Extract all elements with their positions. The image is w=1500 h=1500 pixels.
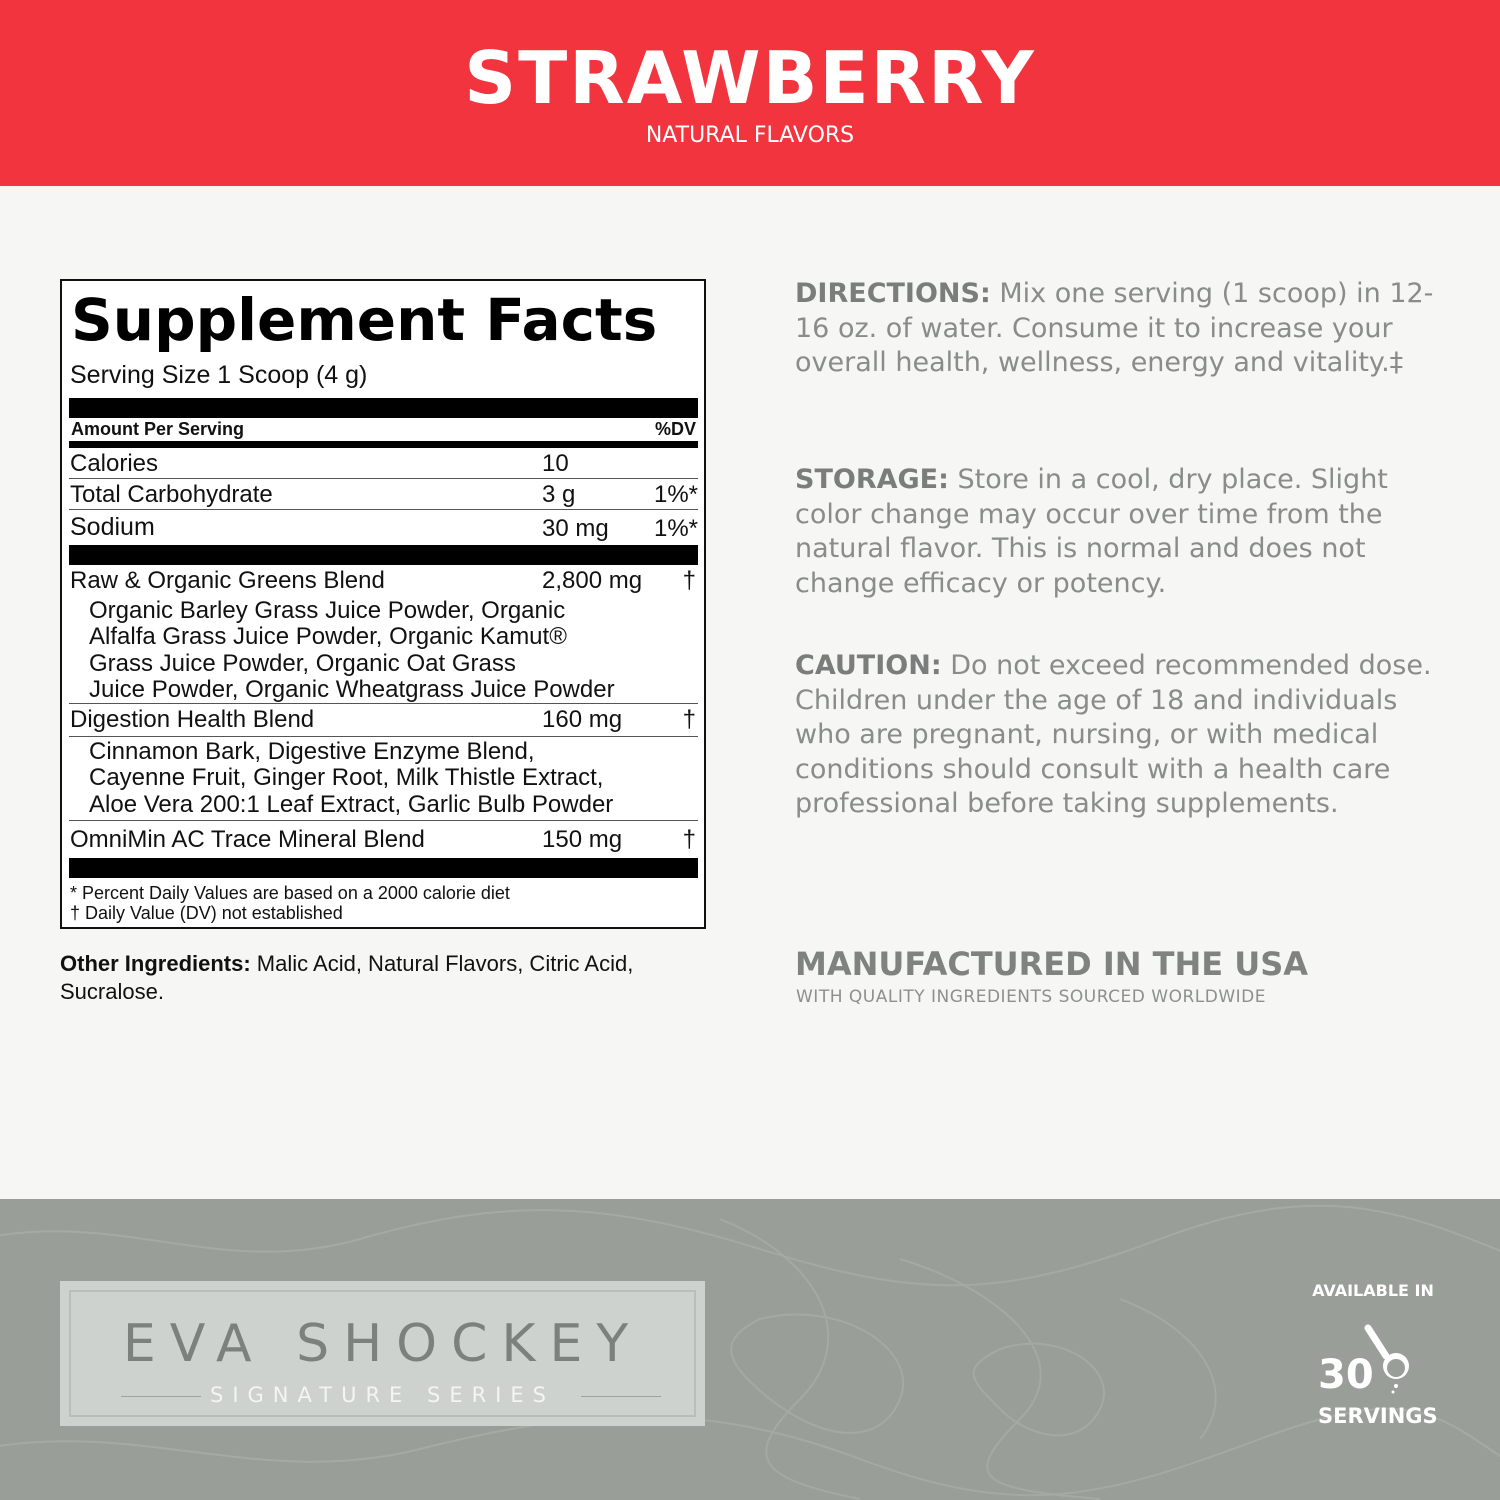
ingredient-line: Aloe Vera 200:1 Leaf Extract, Garlic Bulb Powder [89,791,614,818]
amount-per-serving-header: Amount Per Serving [71,419,245,439]
other-ingredients [60,950,680,1006]
directions-text: Mix one serving (1 scoop) in 12-16 oz. of water. Consume it to increase your overall health, wellness, energy and vitality.‡ [795,278,1434,379]
servings-count: 30 [1318,1352,1374,1398]
ingredient-line: Organic Barley Grass Juice Powder, Organic [89,597,566,624]
other-ingredients-label: Other Ingredients: [60,951,251,976]
row-divider [69,478,698,479]
row-divider [69,736,698,737]
ingredient-line: Alfalfa Grass Juice Powder, Organic Kamut® [89,623,567,650]
caution-section [795,649,1445,822]
blend-dv: † [682,567,696,594]
storage-text: Store in a cool, dry place. Slight color change may occur over time from the natural flavor. This is normal and does not change efficacy or potency. [795,464,1388,599]
footer-band [0,1199,1500,1500]
nutrient-dv: 1%* [653,515,698,542]
blend-amount: 2,800 mg [542,567,643,594]
thick-divider [69,545,698,565]
ingredient-line: Juice Powder, Organic Wheatgrass Juice Powder [89,676,615,703]
caution-label: CAUTION: [795,650,942,681]
nutrient-dv: 1%* [653,481,698,508]
nutrient-amount: 3 g [542,481,576,508]
directions-section [795,277,1445,381]
footnote-dv: * Percent Daily Values are based on a 2000 calorie diet [70,883,510,903]
serving-size: Serving Size 1 Scoop (4 g) [70,361,368,389]
row-divider [69,820,698,821]
blend-amount: 150 mg [542,826,623,853]
row-divider [69,509,698,510]
blend-dv: † [682,706,696,733]
origin-subtitle: WITH QUALITY INGREDIENTS SOURCED WORLDWIDE [796,987,1267,1007]
medium-divider [69,441,698,448]
origin-title: MANUFACTURED IN THE USA [795,945,1309,983]
footnote-dagger: † Daily Value (DV) not established [70,903,343,923]
flavor-subtitle: NATURAL FLAVORS [645,123,855,148]
blend-name: Digestion Health Blend [70,706,315,733]
logo-frame [69,1290,696,1417]
ingredient-line: Cayenne Fruit, Ginger Root, Milk Thistle Extract, [89,764,604,791]
row-divider [69,703,698,704]
logo-tagline: SIGNATURE SERIES [210,1383,555,1407]
thick-divider [69,398,698,418]
ingredient-line: Grass Juice Powder, Organic Oat Grass [89,650,516,677]
blend-dv: † [682,826,696,853]
logo-rule-right [581,1396,661,1397]
available-in-label: AVAILABLE IN [1312,1281,1434,1300]
nutrient-name: Total Carbohydrate [70,481,273,508]
nutrient-amount: 10 [542,450,569,477]
blend-name: Raw & Organic Greens Blend [70,567,385,594]
header-banner [0,0,1500,186]
supplement-facts-panel [60,279,706,929]
blend-amount: 160 mg [542,706,623,733]
servings-label: SERVINGS [1318,1404,1438,1428]
ingredient-line: Cinnamon Bark, Digestive Enzyme Blend, [89,738,535,765]
brand-logo [60,1281,705,1426]
thick-divider [69,858,698,878]
nutrient-name: Sodium [70,513,155,541]
facts-title: Supplement Facts [71,286,658,354]
nutrient-name: Calories [70,450,159,477]
other-ingredients-text: Malic Acid, Natural Flavors, Citric Acid, Sucralose. [60,951,634,1004]
directions-label: DIRECTIONS: [795,278,991,309]
nutrient-amount: 30 mg [542,515,609,542]
dv-header: %DV [654,419,696,439]
storage-label: STORAGE: [795,464,949,495]
caution-text: Do not exceed recommended dose. Children under the age of 18 and individuals who are pregnant, nursing, or with medical conditions should consult with a health care professional before taking supplements. [795,650,1432,820]
flavor-title: STRAWBERRY [464,36,1036,120]
blend-name: OmniMin AC Trace Mineral Blend [70,826,425,853]
logo-wordmark: EVA SHOCKEY [122,1314,643,1374]
storage-section [795,463,1445,601]
